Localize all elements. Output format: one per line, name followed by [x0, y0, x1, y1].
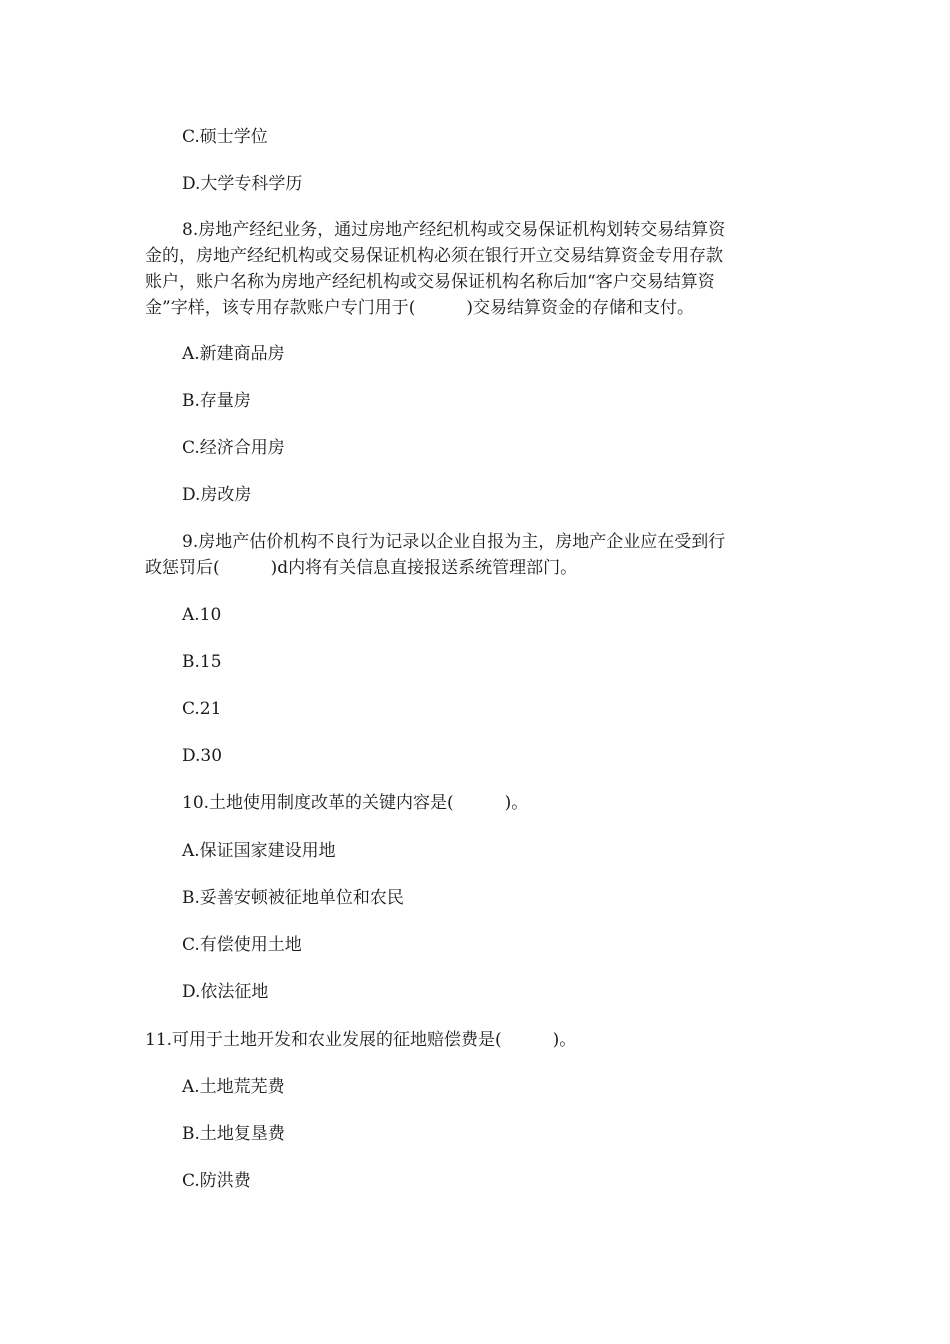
option-c-q11: C.防洪费 [182, 1171, 251, 1191]
option-c-q10: C.有偿使用土地 [182, 935, 302, 955]
option-b-q10: B.妥善安顿被征地单位和农民 [182, 888, 404, 908]
option-a-q11: A.土地荒芜费 [182, 1077, 285, 1097]
question-8-line-1: 8.房地产经纪业务，通过房地产经纪机构或交易保证机构划转交易结算资 [182, 220, 726, 240]
question-11: 11.可用于土地开发和农业发展的征地赔偿费是( )。 [145, 1030, 577, 1050]
question-10: 10.土地使用制度改革的关键内容是( )。 [182, 793, 529, 813]
option-c-q9: C.21 [182, 699, 222, 719]
option-d-q8: D.房改房 [182, 485, 252, 505]
question-9-line-1: 9.房地产估价机构不良行为记录以企业自报为主，房地产企业应在受到行 [182, 532, 726, 552]
option-d-q9: D.30 [182, 746, 223, 766]
option-a-q9: A.10 [182, 605, 222, 625]
option-d-q10: D.依法征地 [182, 982, 269, 1002]
option-c-q7: C.硕士学位 [182, 127, 268, 147]
option-b-q9: B.15 [182, 652, 222, 672]
option-b-q11: B.土地复垦费 [182, 1124, 285, 1144]
question-9-line-2: 政惩罚后( )d内将有关信息直接报送系统管理部门。 [145, 558, 578, 578]
option-d-q7: D.大学专科学历 [182, 174, 303, 194]
question-8-line-3: 账户，账户名称为房地产经纪机构或交易保证机构名称后加“客户交易结算资 [145, 272, 715, 292]
option-c-q8: C.经济合用房 [182, 438, 285, 458]
question-8-line-4: 金”字样，该专用存款账户专门用于( )交易结算资金的存储和支付。 [145, 298, 694, 318]
question-8-line-2: 金的，房地产经纪机构或交易保证机构必须在银行开立交易结算资金专用存款 [145, 246, 723, 266]
option-a-q10: A.保证国家建设用地 [182, 841, 336, 861]
option-b-q8: B.存量房 [182, 391, 251, 411]
option-a-q8: A.新建商品房 [182, 344, 285, 364]
